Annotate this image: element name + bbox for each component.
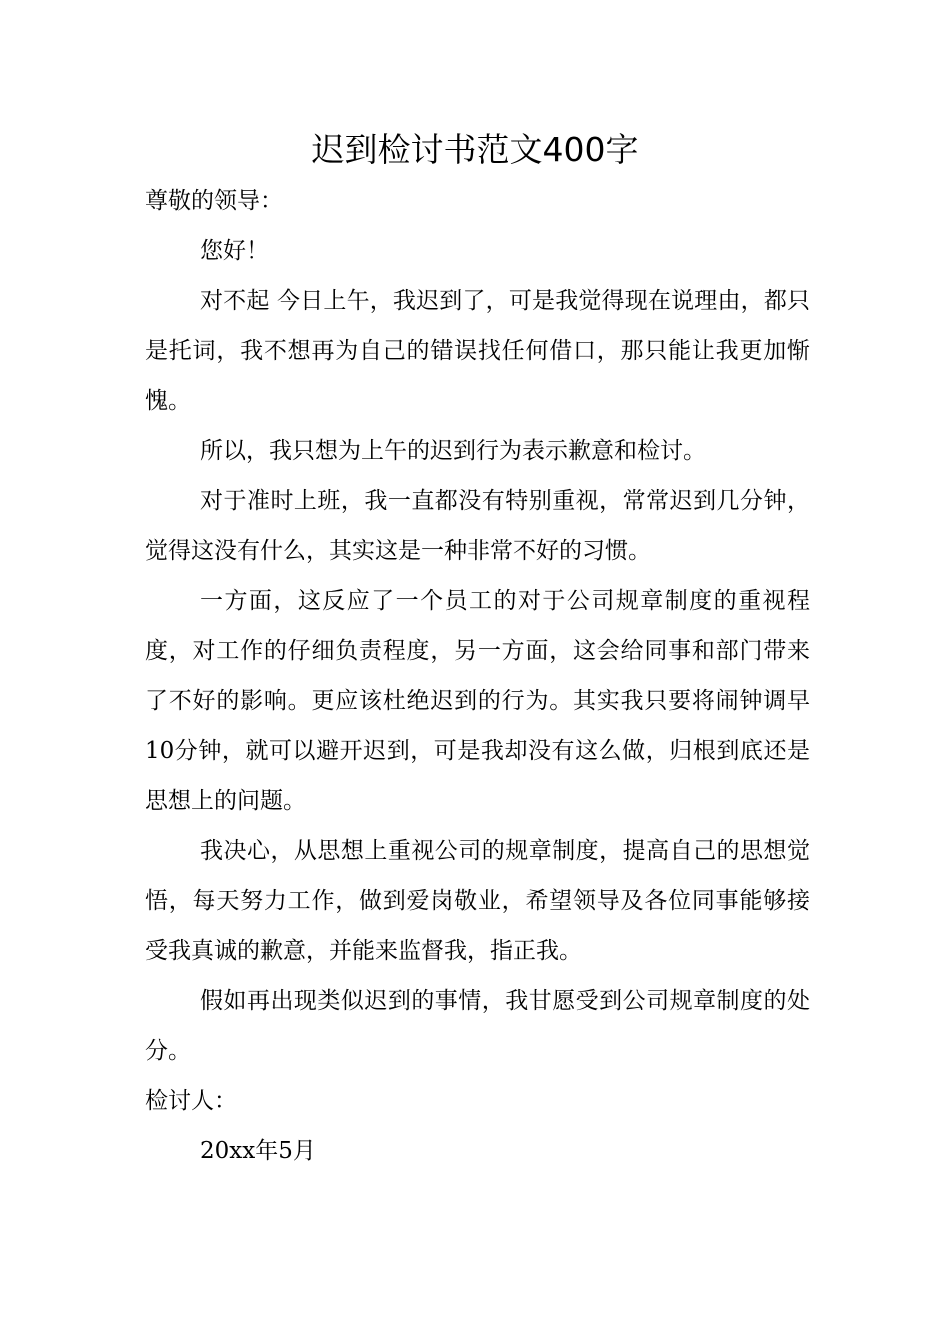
document-title: 迟到检讨书范文400字 [311,130,639,169]
paragraph-regret: 所以，我只想为上午的迟到行为表示歉意和检讨。 [200,438,706,464]
document-date: 20xx年5月 [200,1138,316,1164]
greeting: 您好！ [200,238,269,264]
paragraph-habit: 对于准时上班，我一直都没有特别重视，常常迟到几分钟，觉得这没有什么，其实这是一种非常不好的习惯。 [145,488,810,564]
paragraph-apology: 对不起 今日上午，我迟到了，可是我觉得现在说理由，都只是托词，我不想再为自己的错误找任何借口，那只能让我更加惭愧。 [145,288,810,414]
paragraph-impact: 一方面，这反应了一个员工的对于公司规章制度的重视程度，对工作的仔细负责程度，另一方面，这会给同事和部门带来了不好的影响。更应该杜绝迟到的行为。其实我只要将闹钟调早10分钟，就可以避开迟到，可是我却没有这么做，归根到底还是思想上的问题。 [145,588,810,814]
paragraph-resolution: 我决心，从思想上重视公司的规章制度，提高自己的思想觉悟，每天努力工作，做到爱岗敬业，希望领导及各位同事能够接受我真诚的歉意，并能来监督我，指正我。 [145,838,810,964]
salutation: 尊敬的领导： [145,188,283,214]
document-body [145,176,810,1176]
paragraph-consequence: 假如再出现类似迟到的事情，我甘愿受到公司规章制度的处分。 [145,988,810,1064]
signature-label: 检讨人： [145,1088,237,1114]
